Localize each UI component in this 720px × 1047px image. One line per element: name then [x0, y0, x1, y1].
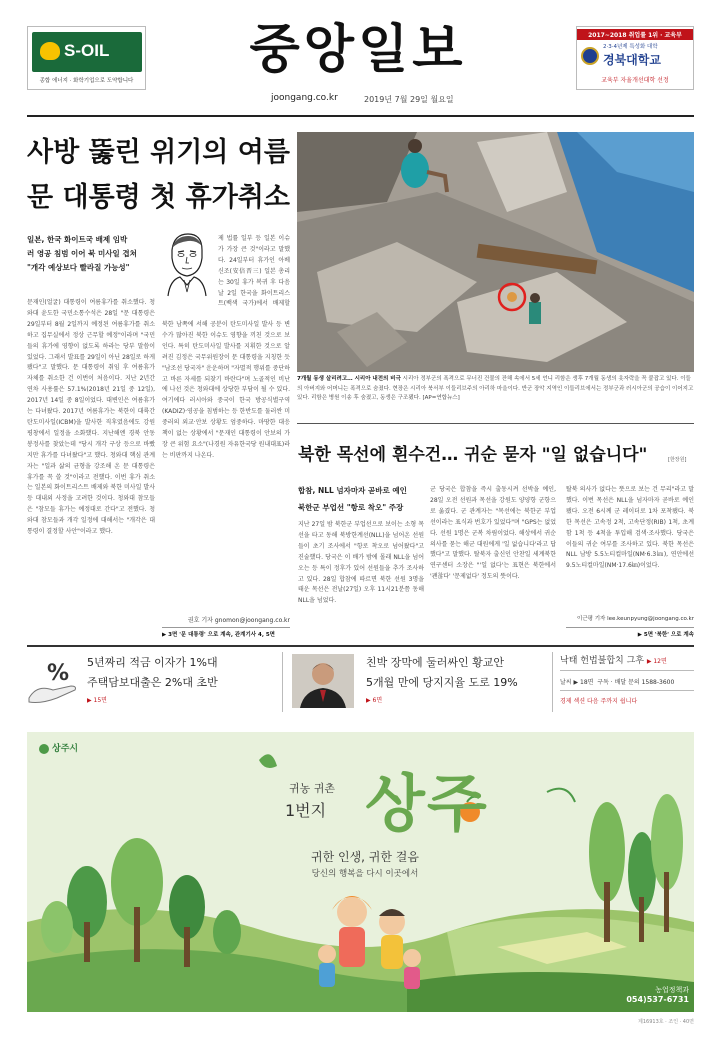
teaser-party-line2: 5개월 만에 당지지율 도로 19% [366, 676, 518, 689]
masthead-rule [27, 115, 694, 117]
index-item-label: 낙태 헌법불합치 그후 [560, 656, 644, 666]
s-oil-ad[interactable] [27, 26, 146, 90]
sangju-ad[interactable] [27, 732, 694, 1012]
ad-big-title: 상주 [365, 767, 489, 840]
index-subscribe: 구독 · 배달 문의 1588-3600 [597, 679, 675, 686]
sangju-logo [39, 741, 78, 754]
lead-subheads [27, 233, 155, 275]
photo-caption-text: 시리아 정부군의 폭격으로 무너진 건물의 잔해 속에서 5세 언니 리함은 생후 7개월 동생의 옷자락을 꼭 붙잡고 있다. 이들의 아버지와 어머니는 폭격으로 숨졌다. 현장은 시리아 북서부 이들리브주의 아리하 마을이다. 반군 장악 지역인 이들리브에서는 정부군과 러시아군의 공습이 이어지고 있다. 리함은 병원 이송 후 숨졌고, 동생은 구조됐다. [297, 376, 694, 401]
second-subhead-2: 북한군 부업선 "항로 착오" 주장 [298, 503, 404, 512]
ad-contact [617, 985, 689, 1004]
university-ad-line2: 2·3·4년제 특성화 대학 [603, 44, 658, 50]
university-ad[interactable] [576, 26, 694, 90]
ad-slogan-1: 귀한 인생, 귀한 걸음 [311, 850, 419, 864]
masthead-url[interactable]: joongang.co.kr [271, 93, 338, 103]
footer-code: 제16913호 · 조인 · 40면 [638, 1019, 694, 1025]
index-box [560, 652, 694, 712]
s-oil-brand: S-OIL [64, 41, 110, 60]
photo-credit: [AP=연합뉴스] [422, 395, 460, 401]
index-note: 경제 섹션 다음 주까지 쉽니다 [560, 698, 638, 705]
president-portrait [160, 230, 212, 298]
university-ad-line1: 2017~2018 취업률 1위 · 교육부 [577, 29, 693, 40]
lead-byline: 권호 기자 gnomon@joongang.co.kr [187, 617, 290, 624]
second-byline: 이근평 기자 lee.keunpyung@joongang.co.kr [577, 616, 694, 622]
teaser-savings[interactable] [27, 652, 267, 712]
second-headline[interactable]: 북한 목선에 흰수건… 귀순 묻자 "일 없습니다" [298, 445, 648, 465]
masthead-title[interactable]: 중앙일보 [249, 20, 467, 80]
lead-headline-1[interactable]: 사방 뚫린 위기의 여름 [27, 137, 290, 168]
index-item[interactable] [560, 652, 694, 671]
teaser-party-line1: 친박 장막에 둘러싸인 황교안 [366, 656, 505, 669]
ad-contact-dept: 농업정책과 [655, 986, 689, 994]
second-body-col1: 지난 27일 밤 북한군 부업선으로 보이는 소형 목선을 타고 동해 북방한계선(NLL)을 넘어온 선원들이 초기 조사에서 "항로 착오로 넘어왔다"고 진술했다. 당국은 이 배가 밤에 몰래 NLL을 넘어오는 등 특이 정후가 있어 선원들을 추가 조사하고 있다. 28일 합참에 따르면 북한 선원 3명을 태운 목선은 전날(27일) 오후 11시21분쯤 동해 NLL을 넘었다. [298, 521, 424, 605]
second-body-col3: 탈북 의사가 없다는 뜻으로 보는 건 무리"라고 말했다. 이번 목선은 NLL을 넘자마자 곧바로 예인됐다. 오전 6시께 군 레이더로 1차 포착됐다. 북한 목선은 고속정 2척, 고속단정(RIB) 1척, 초계함 1척 등 4척을 투입해 검색·조사했다. 당국은 이들의 귀순 여부를 조사하고 있다. 북한 목선은 NLL 남방 5.5노티컬마일(NM·6.3㎞), 연안에선 9.5노티컬마일(NM·17.6㎞)이었다. [566, 486, 694, 570]
sangju-emblem-icon [39, 744, 49, 754]
s-oil-tagline: 종합 에너지 · 화학기업으로 도약합니다 [39, 78, 134, 84]
lead-body-col2: 북한 남쪽에 서해 공분이 탄도미사일 발사 등 변수가 많아진 북한 이슈도 영향을 끼친 것으로 보인다. 특히 탄도미사일 발사를 지휘한 것으로 알려진 김정은 국무위원장이 문 대통령을 지칭한 듯 "남조선 당국자" 운운하며 "자멸적 행위를 중단하고 바른 자세를 되찾기 바란다"며 노골적인 비난에 나선 것은 청와대에 상당한 부담이 될 수 있다. 여기에다 러시아와 중국이 한국 방공식별구역(KADIZ)·영공을 침범하는 등 한반도를 둘러싼 미중러의 외교·안보 상황도 엄중하다. 마땅한 대응책이 없는 상황에서 "문재인 대통령이 안보의 가장 큰 위험 요소"(나경원 자유한국당 원내대표)라는 비판까지 나온다. [162, 321, 290, 459]
rubble-photo-icon [297, 132, 694, 372]
sangju-logo-text: 상주시 [52, 744, 79, 754]
lead-continue-ref[interactable]: ▶ 3면 '문 대통령' 으로 계속, 관계기사 4, 5면 [162, 627, 290, 638]
teaser-rule-top [27, 645, 694, 647]
teaser-savings-page: ▶ 15면 [87, 697, 107, 704]
lead-subhead-1: 일본, 한국 화이트국 배제 임박 [27, 235, 128, 244]
syria-photo[interactable] [297, 132, 694, 372]
teaser-party-page: ▶ 6면 [366, 697, 383, 704]
university-ad-line3: 교육부 자율개선대학 선정 [601, 77, 669, 84]
second-subhead-1: 합참, NLL 넘자마자 곧바로 예인 [298, 486, 407, 495]
second-body-col2: 군 당국은 합참을 즉시 출동시켜 선박을 예인, 28일 오전 선원과 목선을 강원도 양양항 군항으로 옮겼다. 군 관계자는 "목선에는 북한군 부업선이라는 표식과 번호가 있었다"며 "GPS는 없었다. 선원 1명은 군복 차림이었다. 해상에서 귀순 의사를 묻는 해군 대원에게 '일 없습니다'라고 답했다"고 말했다. 탈북자 출신인 안찬일 세계북한연구센터 소장은 "'일 없다'는 표현은 북한에서 '괜찮다' '문제없다' 정도의 뜻이다. [430, 486, 556, 581]
president-sketch-icon [160, 230, 212, 298]
university-emblem [581, 47, 599, 65]
ad-contact-phone: 054)537-6731 [626, 995, 689, 1004]
photo-rule [297, 423, 694, 424]
s-oil-logo-box [32, 32, 142, 72]
teaser-savings-line2: 주택담보대출은 2%대 초반 [87, 676, 218, 689]
teaser-divider-1 [282, 652, 283, 712]
photo-caption [297, 375, 694, 419]
s-oil-icon [40, 42, 60, 60]
teaser-divider-2 [552, 652, 553, 712]
photo-caption-title: 7개월 동생 살리려고… 시리아 내전의 비극 [297, 376, 401, 382]
lead-subhead-2: 러 영공 침범 이어 북 미사일 겹쳐 [27, 249, 137, 258]
ad-small-1: 귀농 귀촌 [289, 782, 336, 795]
politician-photo [292, 654, 354, 708]
index-item-page: ▶ 12면 [646, 658, 667, 665]
lead-body-col2-top: 제 법률 일부 등 일본 이슈가 가장 큰 것"이라고 말했다. 24일부터 휴가인 아베 신조(安倍晋三) 일본 총리는 30일 휴가 복귀 후 다음날 2일 한국을 화이트리스트(백색 국가)에서 배제할 [218, 235, 290, 308]
svg-text:%: % [47, 661, 70, 686]
lead-headline-2[interactable]: 문 대통령 첫 휴가취소 [27, 182, 290, 213]
teaser-party[interactable] [290, 652, 545, 712]
percent-hand-icon [27, 654, 82, 704]
masthead-date: 2019년 7월 29일 월요일 [364, 95, 454, 104]
lead-body-col1: 문재인(얼굴) 대통령이 여름휴가를 취소했다. 청와대 윤도한 국민소통수석은 28일 "문 대통령은 29일부터 8월 2일까지 예정된 여름휴가를 취소하고 집무실에서 정상 근무할 예정"이라며 "국민들의 휴가에 영향이 없도록 하라는 당부 말씀이 있었다. 그래서 발표를 29일이 아닌 28일로 하게 됐다"고 말했다. 문 대통령이 취임 후 여름휴가 자체를 취소한 건 이번이 처음이다. 지난 2년간 연차 사용률은 57.1%(2018년 21일 중 12일), 2017년 14일 중 8일이었다. 대변인은 여름휴가는 다녀왔다. 2017년 여름휴가는 북한이 대륙간탄도미사일(ICBM)을 발사한 직후였음에도 강원 평창에서 일정을 소화했다. 지난해엔 경북 안동 봉정사를 찾았는데 "당시 개각 구상 등으로 바빴지만 휴가를 다녀왔다"고 했다. 청와대 핵심 관계자는 "일과 삶의 균형을 강조해 온 문 대통령은 휴가를 꼭 쓸 것"이라고 전했다. 이번 휴가 취소는 일본의 화이트리스트 배제와 북한 미사일 발사 등 대내외 사정을 고려한 것이다. 청와대 참모들은 "참모들 휴가는 예정대로 간다"고 전했다. 청와대 참모들과 개각 일정에 대해서는 "개각은 대통령이 결정할 사안"이라고 했다. [27, 299, 155, 536]
second-continue-ref[interactable]: ▶ 5면 '북한' 으로 계속 [566, 627, 694, 638]
second-author-tag: [한장원] [668, 457, 687, 463]
index-service [560, 671, 694, 691]
lead-subhead-3: "개각 예상보다 빨라질 가능성" [27, 263, 130, 272]
ad-slogan-2: 당신의 행복을 다시 이곳에서 [311, 869, 419, 879]
university-name: 경북대학교 [603, 53, 661, 67]
ad-small-2: 1번지 [285, 801, 327, 820]
teaser-savings-line1: 5년짜리 적금 이자가 1%대 [87, 656, 218, 669]
index-weather: 날씨 ▶ 18면 [560, 679, 594, 686]
